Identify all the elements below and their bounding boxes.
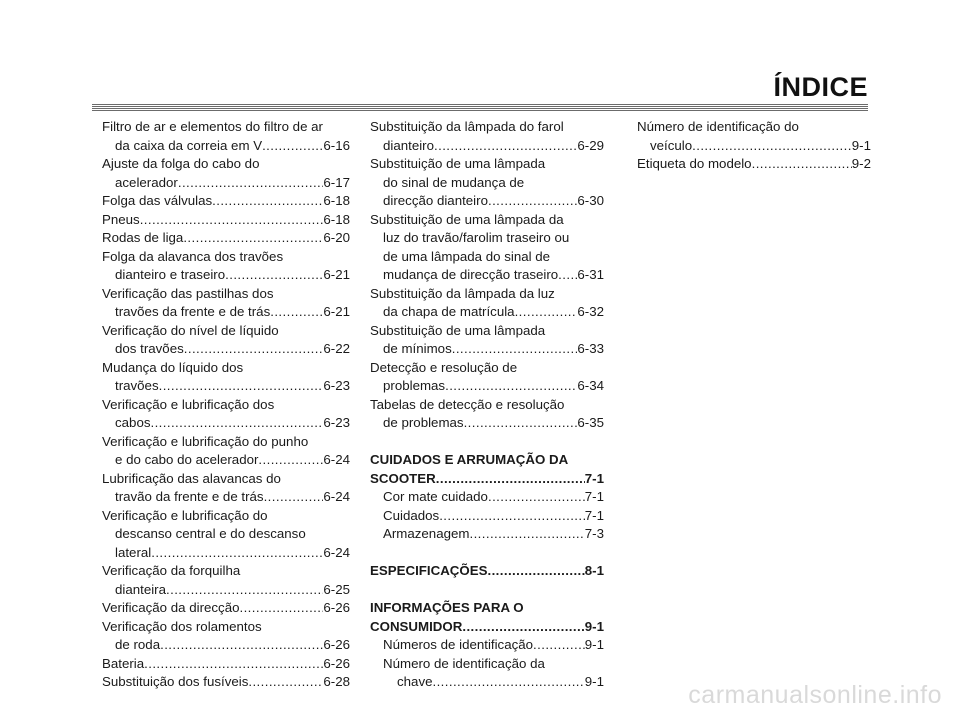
toc-dot-leader xyxy=(262,137,323,156)
toc-entry-text: SCOOTER xyxy=(370,470,436,486)
toc-entry xyxy=(370,248,604,267)
toc-dot-leader xyxy=(248,673,323,692)
toc-page-number: 7-1 xyxy=(584,470,604,486)
toc-entry[interactable] xyxy=(370,414,604,433)
toc-section-heading xyxy=(370,451,604,470)
toc-section-heading[interactable] xyxy=(370,618,604,637)
toc-entry-text: Cor mate cuidado xyxy=(383,489,488,504)
toc-page-number: 6-31 xyxy=(577,267,604,282)
toc-entry-text: Números de identificação xyxy=(383,637,534,652)
toc-entry-text: Verificação da direcção xyxy=(102,600,240,615)
toc-entry-text: de mínimos xyxy=(383,341,452,356)
toc-entry[interactable] xyxy=(102,229,350,248)
toc-page-number: 9-1 xyxy=(584,637,604,652)
toc-page-number: 6-22 xyxy=(323,341,350,356)
toc-dot-leader xyxy=(270,303,323,322)
toc-entry[interactable] xyxy=(102,599,350,618)
toc-section-heading[interactable] xyxy=(370,470,604,489)
toc-entry xyxy=(102,118,350,137)
toc-page-number: 6-25 xyxy=(323,581,350,597)
toc-entry-text: Bateria xyxy=(102,655,145,671)
toc-page-number: 6-28 xyxy=(323,674,350,689)
toc-dot-leader xyxy=(166,581,323,600)
toc-entry xyxy=(370,174,604,193)
watermark: carmanualsonline.info xyxy=(688,681,942,709)
toc-entry-text: dianteiro e traseiro xyxy=(115,267,226,282)
toc-column-3 xyxy=(637,118,871,174)
toc-entry-text: Substituição da lâmpada do farol xyxy=(370,119,564,134)
toc-entry-text: luz do travão/farolim traseiro ou xyxy=(383,230,570,245)
toc-entry-text: do sinal de mudança de xyxy=(383,174,525,190)
toc-page-number: 6-34 xyxy=(577,378,604,393)
toc-entry-text: dianteiro xyxy=(383,137,435,153)
toc-entry-text: Verificação e lubrificação do punho xyxy=(102,433,309,449)
toc-entry-text: cabos xyxy=(115,415,151,430)
toc-entry xyxy=(102,248,350,267)
toc-page-number: 9-1 xyxy=(584,674,604,689)
toc-dot-leader xyxy=(183,229,323,248)
toc-entry xyxy=(102,322,350,341)
toc-dot-leader xyxy=(452,340,578,359)
toc-entry-text: Verificação da forquilha xyxy=(102,563,241,578)
toc-entry-text: Substituição de uma lâmpada xyxy=(370,322,546,338)
toc-entry xyxy=(370,211,604,230)
toc-entry-text: da caixa da correia em V xyxy=(115,137,263,153)
toc-entry-text: travão da frente e de trás xyxy=(115,489,264,504)
toc-entry-text: CONSUMIDOR xyxy=(370,618,463,634)
toc-entry xyxy=(370,359,604,378)
toc-entry-text: acelerador xyxy=(115,174,178,190)
toc-entry-text: de roda xyxy=(115,637,161,652)
toc-entry xyxy=(370,229,604,248)
toc-entry-text: descanso central e do descanso xyxy=(115,526,306,541)
toc-entry-text: travões xyxy=(115,378,159,393)
toc-page-number: 6-18 xyxy=(323,193,350,208)
toc-entry xyxy=(102,155,350,174)
toc-entry-text: chave xyxy=(397,674,433,689)
toc-entry-text: Tabelas de detecção e resolução xyxy=(370,396,565,412)
toc-entry[interactable] xyxy=(370,340,604,359)
toc-entry-text: Rodas de liga xyxy=(102,230,184,245)
toc-entry xyxy=(102,562,350,581)
toc-entry-text: Etiqueta do modelo xyxy=(637,156,752,171)
toc-dot-leader xyxy=(469,525,584,544)
toc-dot-leader xyxy=(445,377,577,396)
toc-page-number: 9-1 xyxy=(851,137,871,153)
toc-entry[interactable] xyxy=(370,507,604,526)
toc-entry-text: Verificação e lubrificação do xyxy=(102,507,268,523)
toc-dot-leader xyxy=(752,155,852,174)
toc-entry-text: Verificação das pastilhas dos xyxy=(102,285,274,301)
toc-entry-text: Filtro de ar e elementos do filtro de ar xyxy=(102,119,323,134)
toc-page-number: 6-26 xyxy=(323,637,350,652)
toc-page-number: 7-3 xyxy=(584,526,604,541)
toc-entry-text: ESPECIFICAÇÕES xyxy=(370,563,488,578)
toc-page-number: 6-35 xyxy=(577,415,604,430)
toc-entry xyxy=(102,507,350,526)
toc-entry-text: Pneus xyxy=(102,211,140,227)
toc-entry-text: Armazenagem xyxy=(383,526,470,541)
toc-entry[interactable] xyxy=(102,137,350,156)
toc-page-number: 6-32 xyxy=(577,304,604,319)
toc-entry-text: Verificação do nível de líquido xyxy=(102,322,279,338)
toc-entry[interactable] xyxy=(637,155,871,174)
toc-entry[interactable] xyxy=(370,488,604,507)
toc-entry-text: Substituição de uma lâmpada xyxy=(370,156,546,171)
toc-entry[interactable] xyxy=(102,655,350,674)
toc-entry[interactable] xyxy=(370,137,604,156)
toc-dot-leader xyxy=(488,192,577,211)
toc-entry[interactable] xyxy=(102,581,350,600)
toc-entry-text: Cuidados xyxy=(383,507,440,523)
toc-dot-leader xyxy=(178,174,324,193)
toc-entry-text: travões da frente e de trás xyxy=(115,304,271,319)
toc-entry xyxy=(637,118,871,137)
toc-column-2 xyxy=(370,118,604,692)
toc-page-number: 6-16 xyxy=(323,137,350,153)
toc-entry[interactable] xyxy=(102,266,350,285)
toc-entry[interactable] xyxy=(370,192,604,211)
toc-dot-leader xyxy=(488,488,585,507)
toc-entry[interactable] xyxy=(370,266,604,285)
toc-dot-leader xyxy=(432,673,584,692)
toc-entry[interactable] xyxy=(370,377,604,396)
toc-dot-leader xyxy=(212,192,323,211)
toc-entry xyxy=(370,155,604,174)
toc-dot-leader xyxy=(436,470,585,489)
toc-page-number: 9-2 xyxy=(851,156,871,171)
toc-entry-text: Detecção e resolução de xyxy=(370,359,518,375)
title-divider xyxy=(92,104,868,112)
toc-entry-text: Número de identificação do xyxy=(637,119,799,134)
toc-entry[interactable] xyxy=(102,192,350,211)
toc-entry-text: direcção dianteiro xyxy=(383,193,488,208)
toc-column-1 xyxy=(102,118,350,692)
toc-entry[interactable] xyxy=(370,525,604,544)
toc-dot-leader xyxy=(462,618,584,637)
toc-entry-text: de problemas xyxy=(383,415,464,430)
toc-entry-text: INFORMAÇÕES PARA O xyxy=(370,600,524,615)
toc-dot-leader xyxy=(140,211,324,230)
toc-entry[interactable] xyxy=(102,636,350,655)
toc-entry-text: dos travões xyxy=(115,341,184,356)
toc-entry-text: CUIDADOS E ARRUMAÇÃO DA xyxy=(370,452,569,467)
toc-page-number: 6-21 xyxy=(323,304,350,319)
page-title: ÍNDICE xyxy=(773,72,868,102)
toc-entry-text: e do cabo do acelerador xyxy=(115,452,259,467)
toc-entry xyxy=(102,525,350,544)
toc-entry[interactable] xyxy=(102,451,350,470)
toc-dot-leader xyxy=(225,266,323,285)
toc-entry[interactable] xyxy=(370,673,604,692)
toc-page-number: 6-23 xyxy=(323,378,350,393)
toc-dot-leader xyxy=(160,636,323,655)
toc-entry xyxy=(370,396,604,415)
toc-entry-text: dianteira xyxy=(115,581,167,597)
section-spacer xyxy=(370,544,604,563)
toc-entry xyxy=(102,359,350,378)
toc-entry[interactable] xyxy=(102,544,350,563)
toc-page-number: 7-1 xyxy=(584,489,604,504)
toc-page-number: 6-30 xyxy=(577,193,604,208)
toc-entry-text: Substituição dos fusíveis xyxy=(102,674,249,689)
toc-page-number: 6-18 xyxy=(323,211,350,227)
toc-dot-leader xyxy=(558,266,577,285)
toc-entry-text: Número de identificação da xyxy=(383,655,545,671)
toc-entry[interactable] xyxy=(370,636,604,655)
toc-dot-leader xyxy=(144,655,323,674)
toc-entry-text: lateral xyxy=(115,544,152,560)
toc-entry-text: Folga das válvulas xyxy=(102,193,213,208)
toc-entry-text: Ajuste da folga do cabo do xyxy=(102,156,260,171)
toc-entry xyxy=(370,655,604,674)
toc-entry xyxy=(102,433,350,452)
toc-entry-text: Folga da alavanca dos travões xyxy=(102,248,284,264)
toc-page-number: 6-24 xyxy=(323,544,350,560)
toc-entry[interactable] xyxy=(102,174,350,193)
toc-entry[interactable] xyxy=(102,377,350,396)
toc-entry-text: problemas xyxy=(383,378,446,393)
toc-dot-leader xyxy=(239,599,323,618)
toc-page-number: 6-23 xyxy=(323,415,350,430)
toc-entry-text: mudança de direcção traseiro xyxy=(383,267,559,282)
toc-entry xyxy=(370,118,604,137)
toc-page-number: 6-33 xyxy=(577,341,604,356)
toc-dot-leader xyxy=(184,340,324,359)
toc-dot-leader xyxy=(487,562,584,581)
toc-entry[interactable] xyxy=(102,488,350,507)
toc-dot-leader xyxy=(692,137,852,156)
toc-page-number: 6-20 xyxy=(323,230,350,245)
toc-dot-leader xyxy=(439,507,585,526)
toc-dot-leader xyxy=(264,488,324,507)
toc-section-heading[interactable] xyxy=(370,562,604,581)
toc-entry xyxy=(102,470,350,489)
toc-dot-leader xyxy=(533,636,585,655)
toc-page-number: 7-1 xyxy=(584,507,604,523)
toc-entry xyxy=(370,285,604,304)
toc-page-number: 6-24 xyxy=(323,452,350,467)
toc-entry[interactable] xyxy=(102,673,350,692)
toc-page-number: 6-21 xyxy=(323,267,350,282)
toc-page-number: 8-1 xyxy=(584,563,604,578)
toc-entry-text: da chapa de matrícula xyxy=(383,304,515,319)
toc-dot-leader xyxy=(151,544,323,563)
toc-entry-text: veículo xyxy=(650,137,693,153)
toc-entry-text: de uma lâmpada do sinal de xyxy=(383,248,551,264)
toc-entry-text: Substituição de uma lâmpada da xyxy=(370,211,564,227)
toc-entry xyxy=(102,285,350,304)
toc-entry[interactable] xyxy=(637,137,871,156)
toc-page-number: 9-1 xyxy=(584,618,604,634)
toc-entry[interactable] xyxy=(102,211,350,230)
toc-dot-leader xyxy=(159,377,324,396)
toc-page-number: 6-17 xyxy=(323,174,350,190)
toc-entry xyxy=(102,618,350,637)
toc-entry-text: Substituição da lâmpada da luz xyxy=(370,285,555,301)
toc-dot-leader xyxy=(464,414,578,433)
toc-entry xyxy=(370,322,604,341)
section-spacer xyxy=(370,581,604,600)
toc-dot-leader xyxy=(515,303,578,322)
toc-dot-leader xyxy=(258,451,323,470)
toc-entry-text: Lubrificação das alavancas do xyxy=(102,470,281,486)
toc-entry-text: Verificação dos rolamentos xyxy=(102,618,262,634)
toc-page-number: 6-24 xyxy=(323,489,350,504)
toc-page-number: 6-26 xyxy=(323,655,350,671)
toc-entry[interactable] xyxy=(102,340,350,359)
toc-entry[interactable] xyxy=(370,303,604,322)
toc-page-number: 6-29 xyxy=(577,137,604,153)
toc-section-heading xyxy=(370,599,604,618)
toc-dot-leader xyxy=(434,137,577,156)
toc-entry-text: Mudança do líquido dos xyxy=(102,359,244,375)
toc-page-number: 6-26 xyxy=(323,600,350,615)
toc-dot-leader xyxy=(150,414,323,433)
toc-entry xyxy=(102,396,350,415)
toc-entry[interactable] xyxy=(102,303,350,322)
section-spacer xyxy=(370,433,604,452)
toc-entry-text: Verificação e lubrificação dos xyxy=(102,396,275,412)
toc-entry[interactable] xyxy=(102,414,350,433)
